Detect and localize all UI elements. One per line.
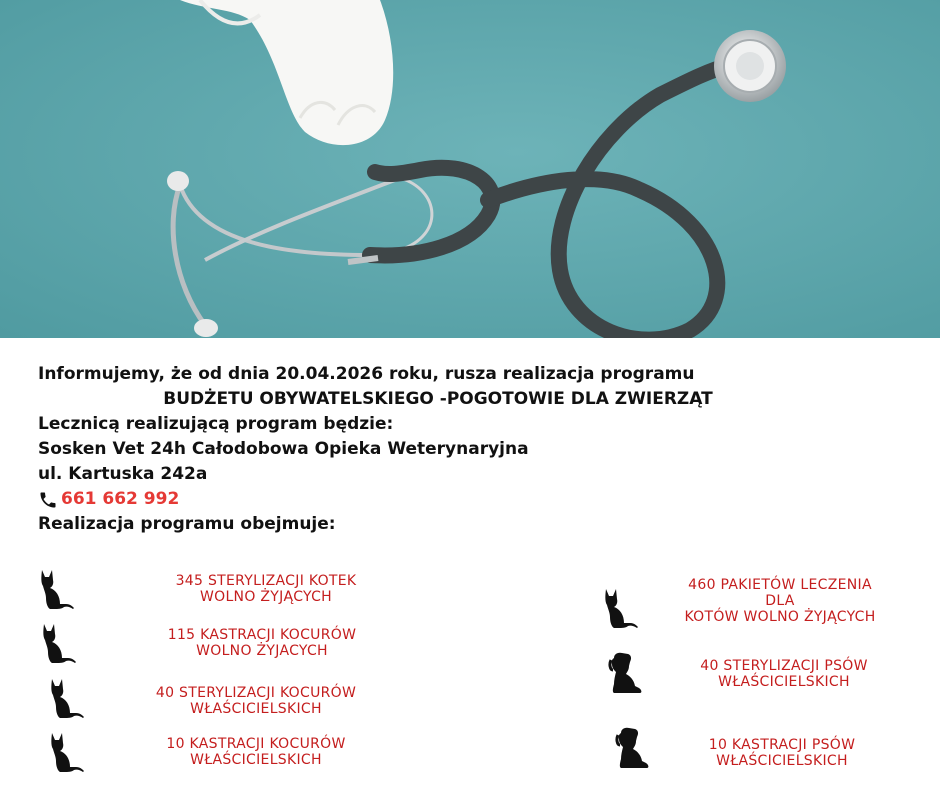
scope-text: Realizacja programu obejmuje: xyxy=(38,514,336,534)
program-title: BUDŻETU OBYWATELSKIEGO -POGOTOWIE DLA ZWIERZĄT xyxy=(163,389,713,409)
stethoscope-illustration xyxy=(0,0,940,338)
cat-icon xyxy=(38,622,78,664)
info-block xyxy=(38,362,918,537)
cat-icon xyxy=(36,568,76,610)
phone-icon xyxy=(38,490,58,510)
service-label: 115 KASTRACJI KOCURÓW WOLNO ŻYJACYCH xyxy=(167,627,357,659)
service-label: 40 STERYLIZACJI KOCURÓW WŁAŚCICIELSKICH xyxy=(155,685,357,717)
clinic-intro: Lecznicą realizującą program będzie: xyxy=(38,414,394,434)
phone-row xyxy=(38,487,918,512)
cat-icon xyxy=(600,587,640,629)
service-label: 460 PAKIETÓW LECZENIA DLA KOTÓW WOLNO ŻYJĄCYCH xyxy=(684,577,876,625)
hero-image xyxy=(0,0,940,338)
phone-link[interactable]: 661 662 992 xyxy=(61,489,180,509)
cat-icon xyxy=(46,731,86,773)
cat-icon xyxy=(46,677,86,719)
intro-text: Informujemy, że od dnia 20.04.2026 roku, rusza realizacja programu xyxy=(38,364,695,384)
clinic-name: Sosken Vet 24h Całodobowa Opieka Weterynaryjna xyxy=(38,439,529,459)
address: ul. Kartuska 242a xyxy=(38,464,208,484)
dog-icon xyxy=(608,652,644,694)
service-label: 10 KASTRACJI KOCURÓW WŁAŚCICIELSKICH xyxy=(166,736,346,768)
service-label: 345 STERYLIZACJI KOTEK WOLNO ŻYJĄCYCH xyxy=(175,573,357,605)
service-label: 10 KASTRACJI PSÓW WŁAŚCICIELSKICH xyxy=(708,737,856,769)
service-label: 40 STERYLIZACJI PSÓW WŁAŚCICIELSKICH xyxy=(700,658,868,690)
